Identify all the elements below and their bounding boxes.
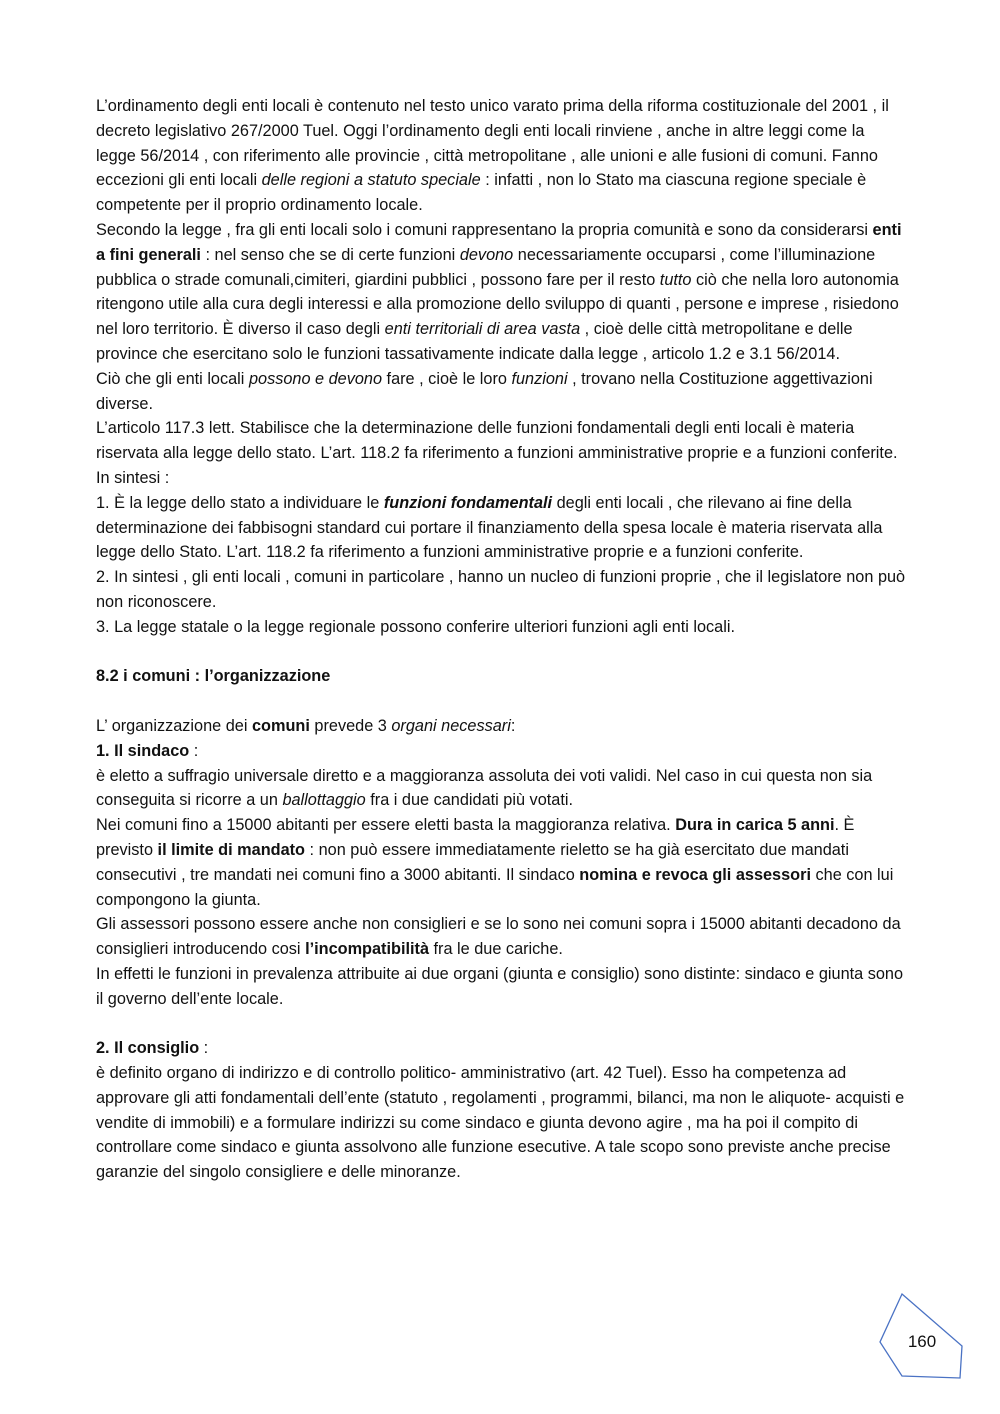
text-run: ciò che nella loro autonomia ritengono utile alla cura degli interessi e alla promozione dello sviluppo di quanti , persone e imprese , risiedono nel loro territorio. È diverso il caso degli (96, 270, 899, 339)
functions-paragraph (96, 367, 906, 417)
text-run: ballottaggio (282, 791, 366, 810)
consiglio-paragraph (96, 1061, 906, 1185)
text-run: L’ordinamento degli enti locali è contenuto nel testo unico varato prima della riforma costituzionale del 2001 , il decreto legislativo 267/2000 Tuel. Oggi l’ordinamento degli enti locali rinviene , anche in altre leggi come la legge 56/2014 , con riferimento alle provincie , città metropolitane , alle unioni e alle fusioni di comuni. Fanno eccezioni gli enti locali (96, 97, 889, 190)
text-run: degli enti locali , che rilevano ai fine della determinazione dei fabbisogni standard cui portare il finanziamento della spesa locale è materia riservata alla legge dello Stato. L’art. 118.2 fa riferimento a funzioni amministrative proprie e a funzioni conferite. (96, 493, 883, 562)
text-run: fare , cioè le loro (382, 369, 512, 388)
text-run: enti a fini generali (96, 220, 902, 264)
text-run: è definito organo di indirizzo e di controllo politico- amministrativo (art. 42 Tuel). Esso ha competenza ad approvare gli atti fondamentali dell’ente (statuto , regolamenti , programmi, bilanci, ma non le aliquote- acquisti e vendite di immobili) e a formulare indirizzi su come sindaco e giunta devono agire , ma ha poi il compito di controllare come sindaco e giunta assolvono alle funzione esecutive. A tale scopo sono previste anche precise garanzie del singolo consigliere e delle minoranze. (96, 1064, 905, 1182)
text-run: , trovano nella Costituzione aggettivazioni diverse. (96, 369, 873, 413)
text-run: In effetti le funzioni in prevalenza attribuite ai due organi (giunta e consiglio) sono distinte: sindaco e giunta sono il governo dell’ente locale. (96, 964, 904, 1008)
text-run: comuni (251, 716, 310, 735)
document-body (96, 94, 906, 1185)
assessori-paragraph (96, 912, 906, 962)
text-run: : (510, 716, 516, 735)
point-1-paragraph (96, 491, 906, 565)
text-run: possono e devono (248, 369, 383, 388)
text-run: prevede 3 (309, 716, 392, 735)
sindaco-election-paragraph (96, 764, 906, 814)
text-run: funzioni (511, 369, 568, 388)
text-run: delle regioni a statuto speciale (261, 171, 481, 190)
text-run: Ciò che gli enti locali (96, 369, 249, 388)
text-run: che con lui compongono la giunta. (96, 865, 894, 909)
text-run: 1. Il sindaco (96, 741, 190, 760)
text-run: fra le due cariche. (429, 940, 563, 959)
text-run: Secondo la legge , fra gli enti locali solo i comuni rappresentano la propria comunità e sono da considerarsi (96, 220, 873, 239)
sindaco-heading (96, 739, 906, 764)
text-run: è eletto a suffragio universale diretto e a maggioranza assoluta dei voti validi. Nel caso in cui questa non sia conseguita si ricorre a un (96, 766, 873, 810)
text-run: 2. Il consiglio (96, 1039, 200, 1058)
general-purpose-paragraph (96, 218, 906, 367)
page-number: 160 (907, 1332, 937, 1351)
text-run: : non può essere immediatamente rieletto se ha già esercitato due mandati consecutivi , tre mandati nei comuni fino a 3000 abitanti. Il sindaco (96, 840, 849, 884)
intro-paragraph (96, 94, 906, 218)
section-heading (96, 664, 906, 689)
organization-paragraph (96, 714, 906, 739)
text-run: 8.2 i comuni : l’organizzazione (96, 667, 331, 686)
text-run: fra i due candidati più votati. (365, 791, 573, 810)
organs-paragraph (96, 962, 906, 1012)
point-2-paragraph (96, 565, 906, 615)
text-run: devono (459, 245, 514, 264)
text-run: il limite di mandato (157, 840, 306, 859)
consiglio-heading (96, 1036, 906, 1061)
text-run: tutto (659, 270, 692, 289)
text-run: 3. La legge statale o la legge regionale possono conferire ulteriori funzioni agli enti locali. (96, 617, 735, 636)
point-3-paragraph (96, 615, 906, 640)
text-run: L’articolo 117.3 lett. Stabilisce che la determinazione delle funzioni fondamentali degli enti locali è materia riservata alla legge dello stato. L’art. 118.2 fa riferimento a funzioni amministrative proprie e a funzioni conferite. In sintesi : (96, 419, 898, 487)
text-run: Nei comuni fino a 15000 abitanti per essere eletti basta la maggioranza relativa. (96, 816, 676, 835)
text-run: necessariamente occuparsi , come l’illuminazione pubblica o strade comunali,cimiteri, giardini pubblici , possono fare per il resto (96, 245, 876, 289)
sindaco-mandate-paragraph (96, 813, 906, 912)
text-run: 2. In sintesi , gli enti locali , comuni in particolare , hanno un nucleo di funzioni proprie , che il legislatore non può non riconoscere. (96, 568, 906, 611)
text-run: 1. È la legge dello stato a individuare le (96, 493, 384, 512)
text-run: L’ organizzazione dei (96, 716, 252, 735)
text-run: Dura in carica 5 anni (675, 816, 835, 835)
text-run: : nel senso che se di certe funzioni (200, 245, 460, 264)
text-run: Gli assessori possono essere anche non consiglieri e se lo sono nei comuni sopra i 15000 abitanti decadono da consiglieri introducendo cosi (96, 915, 901, 959)
article-117-paragraph (96, 416, 906, 490)
blank-line (96, 1011, 906, 1036)
text-run: organi necessari (391, 716, 511, 735)
text-run: : (189, 741, 199, 760)
text-run: : infatti , non lo Stato ma ciascuna regione speciale è competente per il proprio ordinamento locale. (96, 171, 867, 215)
text-run: nomina e revoca gli assessori (579, 865, 811, 884)
text-run: l’incompatibilità (305, 940, 429, 959)
text-run: funzioni fondamentali (383, 493, 553, 512)
text-run: enti territoriali di area vasta (384, 320, 581, 339)
blank-line (96, 640, 906, 665)
text-run: : (199, 1039, 209, 1058)
text-run: . È previsto (96, 816, 855, 859)
text-run: , cioè delle città metropolitane e delle province che esercitano solo le funzioni tassativamente indicate dalla legge , articolo 1.2 e 3.1 56/2014. (96, 320, 853, 363)
blank-line (96, 689, 906, 714)
